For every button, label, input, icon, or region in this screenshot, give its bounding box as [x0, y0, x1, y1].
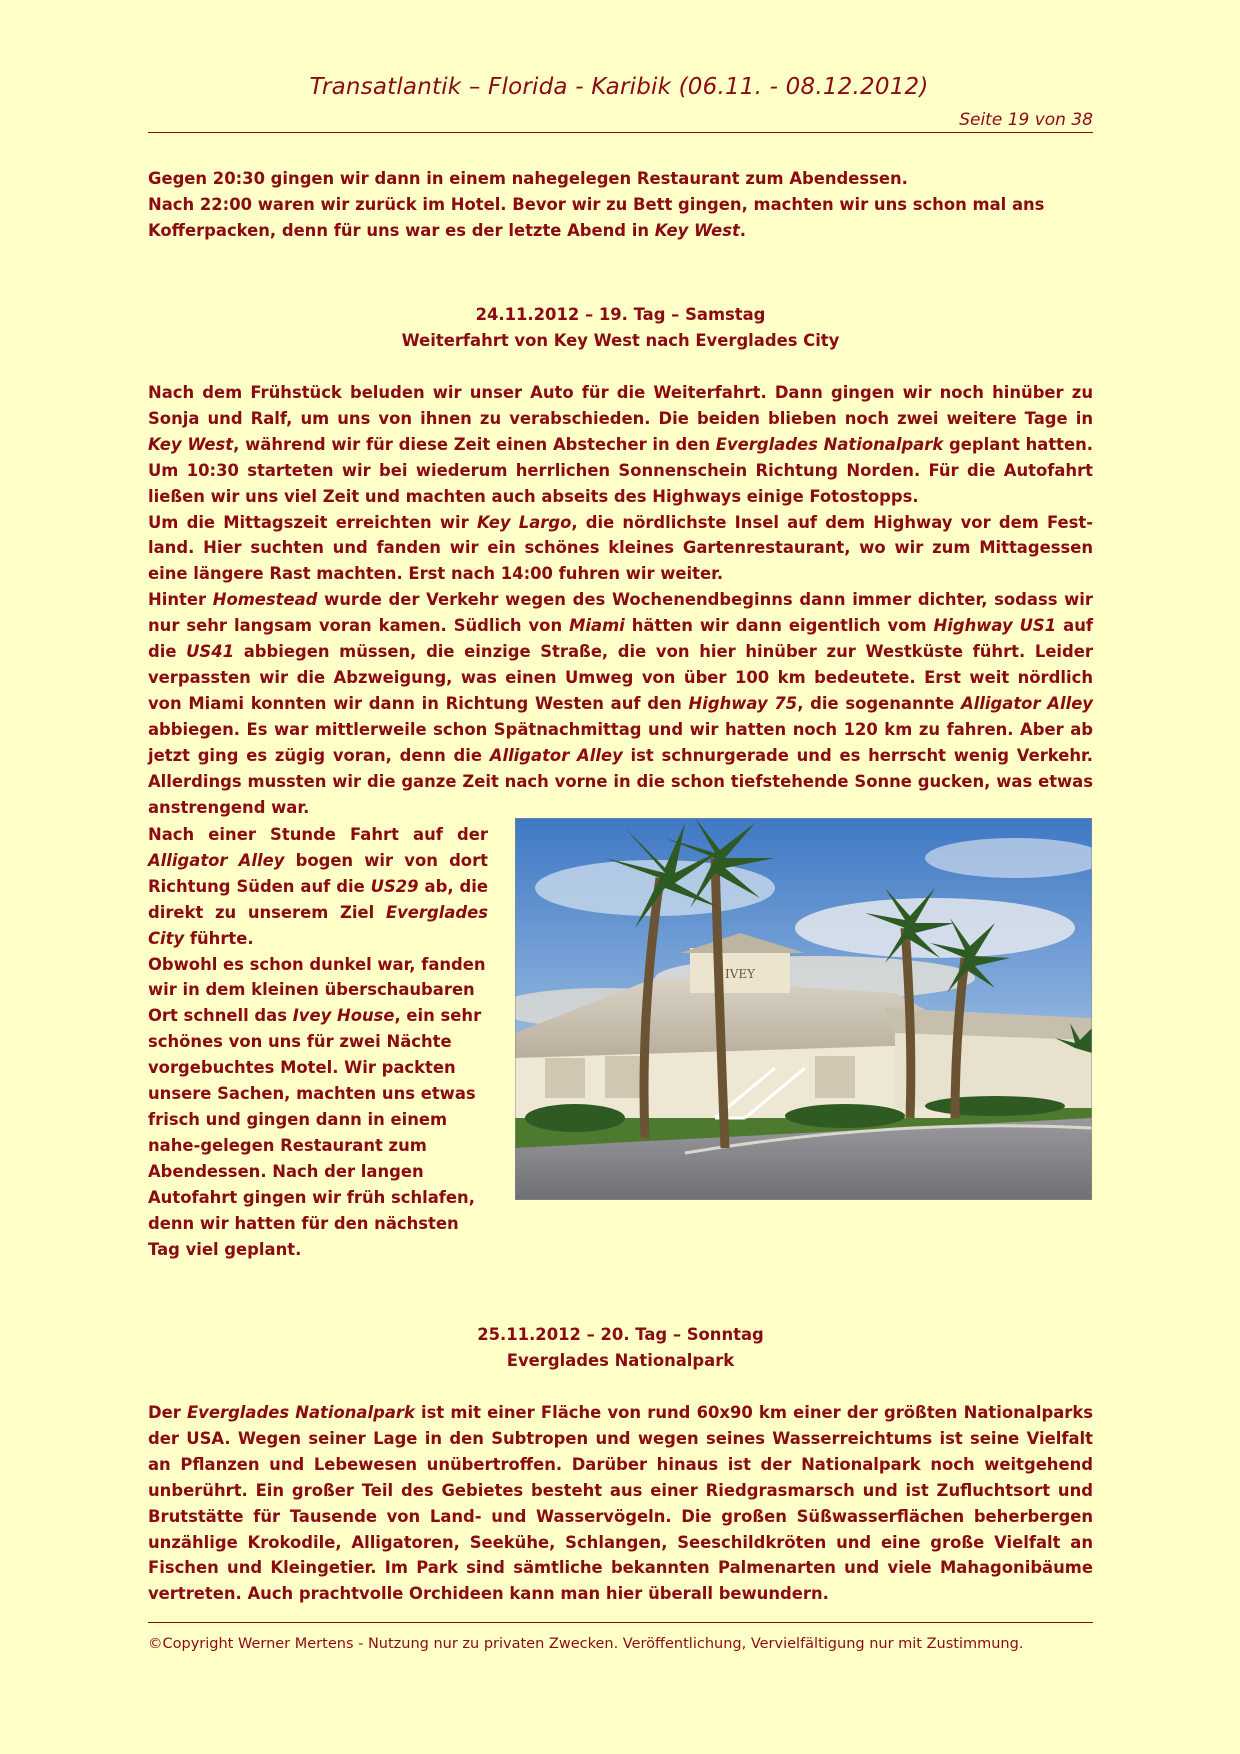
photo-sign-text: IVEY [724, 967, 756, 981]
copyright-notice: ©Copyright Werner Mertens - Nutzung nur zu privaten Zwecken. Veröffentlichung, Vervielfältigung nur mit Zustimmung. [148, 1636, 1024, 1652]
intro-line-1: Gegen 20:30 gingen wir dann in einem nahegelegen Restaurant zum Abendessen. [148, 169, 908, 188]
ivey-house-photo [515, 818, 1092, 1200]
day19-heading [148, 302, 1093, 354]
page-number: Seite 19 von 38 [959, 110, 1093, 130]
day19-paragraph-3: Hinter Homestead wurde der Verkehr wegen des Wochenendbeginns dann immer dichter, sodass wir nur sehr langsam voran kamen. Südlich von Miami hätten wir dann eigentlich vom Highway US1 auf die US41 abbiegen müssen, die einzige Straße, die von hier hinüber zur Westküste führt. Leider verpassten wir die Abzweigung, was einen Umweg von über 100 km bedeutete. Erst weit nördlich von Miami konnten wir dann in Richtung Westen auf den Highway 75, die sogenannte Alligator Alley abbiegen. Es war mittlerweile schon Spätnachmittag und wir hatten noch 120 km zu fahren. Aber ab jetzt ging es zügig voran, denn die Alligator Alley ist schnurgerade und es herrscht wenig Verkehr. Allerdings mussten wir die ganze Zeit nach vorne in die schon tiefstehende Sonne gucken, was etwas anstrengend war. [148, 590, 1093, 817]
day19-paragraph-4: Nach einer Stunde Fahrt auf der Alligator Alley bogen wir von dort Richtung Süden auf die US29 ab, die direkt zu unserem Ziel Everglades City führte. [148, 825, 488, 948]
intro-paragraph [148, 166, 1093, 244]
day19-paragraph-2: Um die Mittagszeit erreichten wir Key Largo, die nördlichste Insel auf dem Highway vor dem Fest-land. Hier suchten und fanden wir ein schönes kleines Gartenrestaurant, wo wir zum Mittagessen eine längere Rast machten. Erst nach 14:00 fuhren wir weiter. [148, 512, 1094, 584]
day19-column-text [148, 822, 488, 1262]
header-divider [148, 132, 1093, 133]
day19-date: 24.11.2012 – 19. Tag – Samstag [475, 305, 766, 324]
day19-paragraph-5: Obwohl es schon dunkel war, fanden wir in dem kleinen überschaubaren Ort schnell das Ivey House, ein sehr schönes von uns für zwei Nächte vorgebuchtes Motel. Wir packten unsere Sachen, machten uns etwas frisch und gingen dann in einem nahe-gelegen Restaurant zum Abendessen. Nach der langen Autofahrt gingen wir früh schlafen, denn wir hatten für den nächsten Tag viel geplant. [148, 954, 486, 1259]
day20-date: 25.11.2012 – 20. Tag – Sonntag [477, 1325, 764, 1344]
day20-heading [148, 1322, 1093, 1374]
footer-divider [148, 1622, 1093, 1623]
day20-paragraph-1: Der Everglades Nationalpark ist mit einer Fläche von rund 60x90 km einer der größten Nationalparks der USA. Wegen seiner Lage in den Subtropen und wegen seines Wasserreichtums ist seine Vielfalt an Pflanzen und Lebewesen unübertroffen. Darüber hinaus ist der Nationalpark noch weitgehend unberührt. Ein großer Teil des Gebietes besteht aus einer Riedgrasmarsch und ist Zufluchtsort und Brutstätte für Tausende von Land- und Wasservögeln. Die großen Süßwasserflächen beherbergen unzählige Krokodile, Alligatoren, Seekühe, Schlangen, Seeschildkröten und eine große Vielfalt an Fischen und Kleingetier. Im Park sind sämtliche bekannten Palmenarten und viele Mahagonibäume vertreten. Auch prachtvolle Orchideen kann man hier überall bewundern. [148, 1403, 1094, 1604]
intro-line-2: Nach 22:00 waren wir zurück im Hotel. Bevor wir zu Bett gingen, machten wir uns schon mal ans Kofferpacken, denn für uns war es der letzte Abend in Key West. [148, 194, 1045, 240]
day20-subtitle: Everglades Nationalpark [506, 1351, 735, 1370]
day20-body [148, 1400, 1093, 1607]
day19-body [148, 380, 1093, 820]
day19-paragraph-1: Nach dem Frühstück beluden wir unser Auto für die Weiterfahrt. Dann gingen wir noch hinüber zu Sonja und Ralf, um uns von ihnen zu verabschieden. Die beiden blieben noch zwei weitere Tage in Key West, während wir für diese Zeit einen Abstecher in den Everglades Nationalpark geplant hatten. Um 10:30 starteten wir bei wiederum herrlichen Sonnenschein Richtung Norden. Für die Autofahrt ließen wir uns viel Zeit und machten auch abseits des Highways einige Fotostopps. [148, 383, 1094, 506]
document-title: Transatlantik – Florida - Karibik (06.11. - 08.12.2012) [309, 74, 929, 100]
day19-subtitle: Weiterfahrt von Key West nach Everglades City [401, 331, 840, 350]
